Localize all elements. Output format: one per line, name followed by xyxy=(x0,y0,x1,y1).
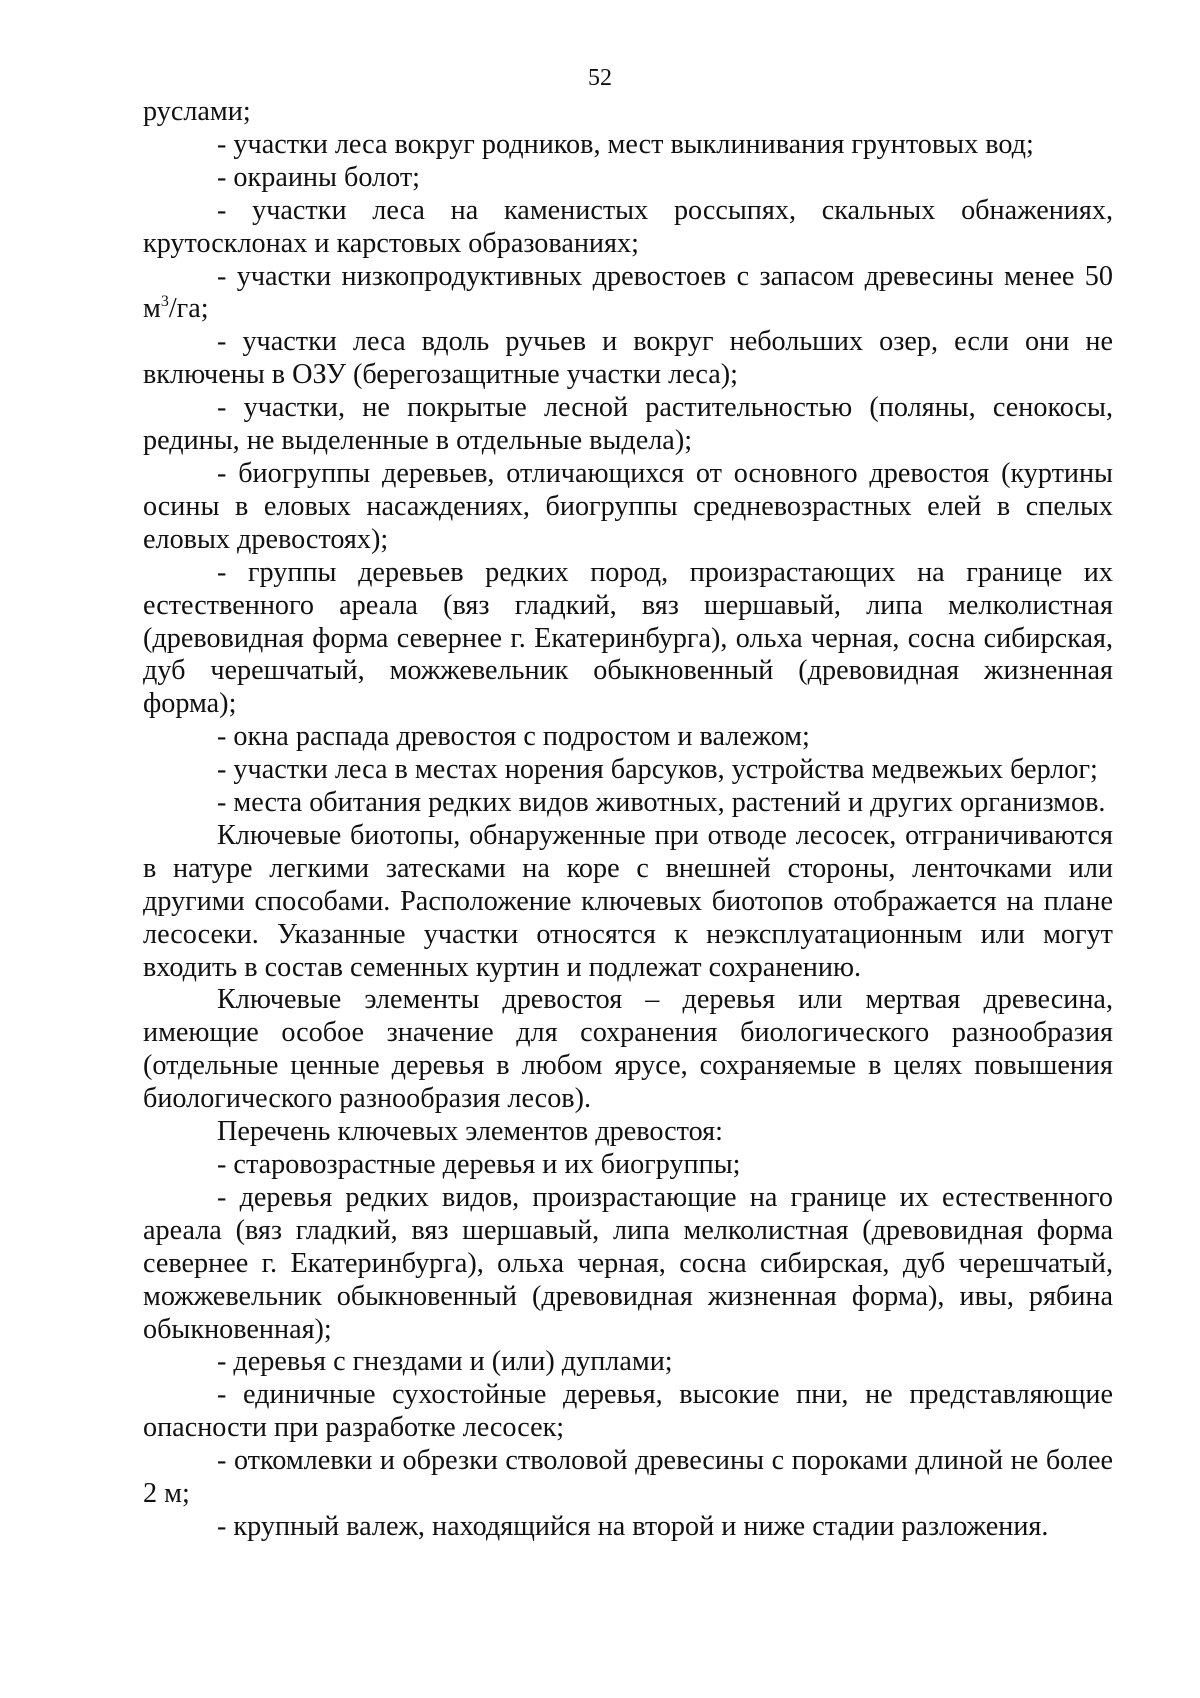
list-item-springs: - участки леса вокруг родников, мест выклинивания грунтовых вод; xyxy=(217,128,1034,160)
list-item-low-productivity-stands xyxy=(143,261,1113,327)
list-item-stand-gaps: - окна распада древостоя с подростом и валежом; xyxy=(217,721,810,753)
list-item-unforested-areas: - участки, не покрытые лесной растительностью (поляны, сенокосы, редины, не выделенные в отдельные выдела); xyxy=(143,392,1113,457)
list-item-streams-lakes: - участки леса вдоль ручьев и вокруг небольших озер, если они не включены в ОЗУ (берегозащитные участки леса); xyxy=(143,326,1113,391)
list-item-rare-habitats: - места обитания редких видов животных, растений и других организмов. xyxy=(217,787,1106,819)
list-item-nest-trees: - деревья с гнездами и (или) дуплами; xyxy=(217,1346,673,1378)
per-hectare-text: /га; xyxy=(168,293,209,325)
list-item-dead-trees: - единичные сухостойные деревья, высокие пни, не представляющие опасности при разработке лесосек; xyxy=(143,1379,1113,1444)
list-item-rare-trees: - деревья редких видов, произрастающие на границе их естественного ареала (вяз гладкий, вяз шершавый, липа мелколистная (древовидная форма севернее г. Екатеринбурга), ольха черная, сосна сибирская, дуб черешчатый, можжевельник обыкновенный (древовидная жизненная форма), ивы, рябина обыкновенная); xyxy=(143,1181,1113,1345)
paragraph-key-elements-list-title: Перечень ключевых элементов древостоя: xyxy=(217,1116,723,1148)
paragraph-key-elements-definition: Ключевые элементы древостоя – деревья или мертвая древесина, имеющие особое значение для сохранения биологического разнообразия (отдельные ценные деревья в любом ярусе, сохраняемые в целях повышения биологического разнообразия лесов). xyxy=(143,984,1113,1115)
list-item-tree-biogroups: - биогруппы деревьев, отличающихся от основного древостоя (куртины осины в еловых насаждениях, биогруппы средневозрастных елей в спелых еловых древостоях); xyxy=(143,457,1113,555)
list-item-bog-edges: - окраины болот; xyxy=(217,161,420,193)
document-body xyxy=(143,96,1113,1544)
list-item-fallen-wood: - крупный валеж, находящийся на второй и ниже стадии разложения. xyxy=(217,1510,1049,1542)
page-number: 52 xyxy=(588,65,612,91)
low-productivity-text: - участки низкопродуктивных древостоев с запасом древесины менее 50 м xyxy=(143,260,1113,325)
list-item-trimmings: - откомлевки и обрезки стволовой древесины с пороками длиной не более 2 м; xyxy=(143,1445,1113,1510)
list-item-old-trees: - старовозрастные деревья и их биогруппы; xyxy=(217,1149,741,1180)
paragraph-key-biotopes: Ключевые биотопы, обнаруженные при отводе лесосек, отграничиваются в натуре легкими затесками на коре с внешней стороны, ленточками или другими способами. Расположение ключевых биотопов отображается на плане лесосеки. Указанные участки относятся к неэксплуатационным или могут входить в состав семенных куртин и подлежат сохранению. xyxy=(143,819,1113,983)
list-item-badger-bear-areas: - участки леса в местах норения барсуков, устройства медвежьих берлог; xyxy=(217,754,1098,786)
paragraph-continuation: руслами; xyxy=(143,96,251,127)
list-item-rare-species-groups: - группы деревьев редких пород, произрастающих на границе их естественного ареала (вяз гладкий, вяз шершавый, липа мелколистная (древовидная форма севернее г. Екатеринбурга), ольха черная, сосна сибирская, дуб черешчатый, можжевельник обыкновенный (древовидная жизненная форма); xyxy=(143,556,1113,720)
list-item-rocky-areas: - участки леса на каменистых россыпях, скальных обнажениях, крутосклонах и карстовых образованиях; xyxy=(143,194,1113,259)
cubic-superscript: 3 xyxy=(160,293,169,311)
